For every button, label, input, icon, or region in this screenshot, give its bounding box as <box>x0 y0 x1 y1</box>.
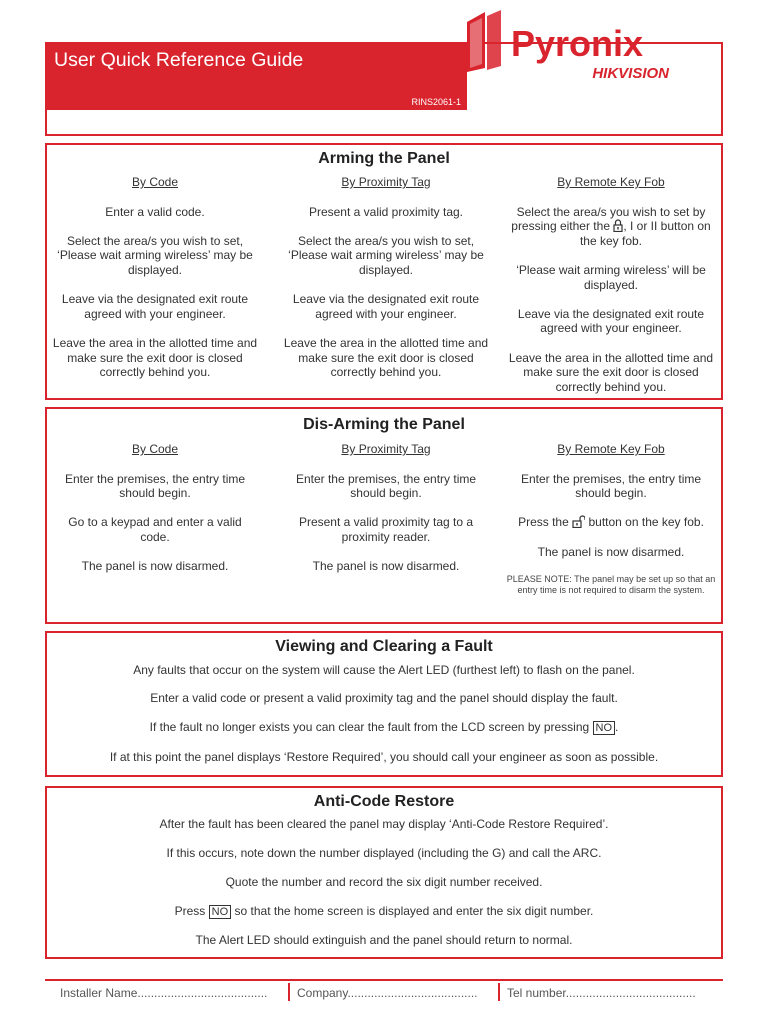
disarming-by-code-heading: By Code <box>131 442 179 456</box>
fault-line-3-end: . <box>615 720 619 734</box>
disarming-by-fob-heading: By Remote Key Fob <box>557 442 665 456</box>
arming-title: Arming the Panel <box>318 150 450 167</box>
fault-line-1: Any faults that occur on the system will cause the Alert LED (furthest left) to flash on the panel. <box>133 663 635 677</box>
arming-code-step-4: Leave the area in the allotted time and make sure the exit door is closed correctly behind you. <box>52 335 258 380</box>
footer-separator <box>288 983 290 1001</box>
anticode-section <box>45 786 723 959</box>
disarming-fob-step-3: The panel is now disarmed. <box>537 544 685 559</box>
disarming-code-step-2: Go to a keypad and enter a valid code. <box>68 515 242 544</box>
document-code: RINS2061-1 <box>411 97 461 107</box>
fault-line-4: If at this point the panel displays ‘Restore Required’, you should call your engineer as soon as possible. <box>109 750 659 764</box>
fault-line-3 <box>47 720 721 735</box>
disarming-by-code <box>52 442 258 588</box>
arming-prox-step-2: Select the area/s you wish to set, ‘Please wait arming wireless’ may be displayed. <box>288 233 484 277</box>
disarming-fob-step-2 <box>506 515 716 530</box>
arming-fob-step-1 <box>506 205 716 249</box>
disarming-fob-step-2-text-end: button on the key fob. <box>588 515 704 530</box>
arming-code-step-2: Select the area/s you wish to set, ‘Please wait arming wireless’ may be displayed. <box>57 233 253 277</box>
arming-by-code-heading: By Code <box>131 175 179 189</box>
disarming-code-step-3: The panel is now disarmed. <box>81 559 229 574</box>
disarming-by-prox-heading: By Proximity Tag <box>341 442 431 456</box>
arming-prox-step-3: Leave via the designated exit route agreed with your engineer. <box>292 292 480 321</box>
disarming-by-prox <box>281 442 491 588</box>
disarming-code-step-1: Enter the premises, the entry time should begin. <box>64 471 246 501</box>
fault-line-3-text: If the fault no longer exists you can clear the fault from the LCD screen by pressing <box>149 720 590 734</box>
disarming-by-fob <box>506 442 716 596</box>
anticode-line-4-text: Press <box>174 904 206 918</box>
arming-fob-step-1-text: Select the area/s you wish to set by pressing either the <box>511 204 706 234</box>
arming-prox-step-1: Present a valid proximity tag. <box>308 204 464 219</box>
disarming-prox-step-2: Present a valid proximity tag to a proximity reader. <box>298 515 474 544</box>
fault-title: Viewing and Clearing a Fault <box>275 638 493 655</box>
arming-prox-step-4: Leave the area in the allotted time and make sure the exit door is closed correctly behind you. <box>283 335 489 380</box>
arming-fob-step-3: Leave via the designated exit route agreed with your engineer. <box>517 306 705 336</box>
arming-section <box>45 143 723 400</box>
arming-fob-step-1-text-end: , I or II button on the key fob. <box>579 219 711 248</box>
disarming-section <box>45 407 723 624</box>
arming-fob-step-4: Leave the area in the allotted time and make sure the exit door is closed correctly behind you. <box>508 350 714 394</box>
logo-brand-text: Pyronix <box>511 23 644 64</box>
tel-number-field[interactable]: Tel number....................................... <box>507 986 696 1000</box>
anticode-line-4 <box>47 904 721 919</box>
arming-by-prox <box>281 175 491 394</box>
anticode-line-2: If this occurs, note down the number displayed (including the G) and call the ARC. <box>166 846 602 860</box>
header-band <box>47 44 467 110</box>
arming-by-fob-heading: By Remote Key Fob <box>557 175 665 189</box>
logo-sub-text: HIKVISION <box>592 65 669 82</box>
arming-code-step-1: Enter a valid code. <box>105 204 205 219</box>
fault-line-2: Enter a valid code or present a valid proximity tag and the panel should display the fault. <box>150 691 618 705</box>
disarming-fob-step-2-text: Press the <box>518 515 569 530</box>
disarming-fob-note: PLEASE NOTE: The panel may be set up so that an entry time is not required to disarm the system. <box>506 573 716 595</box>
installer-name-field[interactable]: Installer Name....................................... <box>60 986 268 1000</box>
arming-by-code <box>52 175 258 394</box>
footer-divider <box>45 979 723 981</box>
anticode-line-4-end: so that the home screen is displayed and enter the six digit number. <box>234 904 594 918</box>
arming-fob-step-2: ‘Please wait arming wireless’ will be displayed. <box>516 262 706 292</box>
disarming-fob-step-1: Enter the premises, the entry time should begin. <box>520 471 702 501</box>
page-title: User Quick Reference Guide <box>54 49 304 71</box>
arming-by-fob <box>506 175 716 409</box>
arming-code-step-3: Leave via the designated exit route agreed with your engineer. <box>61 292 249 321</box>
anticode-title: Anti-Code Restore <box>313 793 455 810</box>
disarming-prox-step-3: The panel is now disarmed. <box>312 559 460 574</box>
anticode-line-3: Quote the number and record the six digit number received. <box>225 875 543 889</box>
footer-separator <box>498 983 500 1001</box>
disarming-prox-step-1: Enter the premises, the entry time should begin. <box>295 471 477 501</box>
no-key-label: NO <box>209 905 232 919</box>
fault-section <box>45 631 723 777</box>
anticode-line-5: The Alert LED should extinguish and the panel should return to normal. <box>195 933 573 947</box>
lock-open-icon <box>572 515 585 528</box>
company-field[interactable]: Company....................................... <box>297 986 478 1000</box>
anticode-line-1: After the fault has been cleared the panel may display ‘Anti-Code Restore Required’. <box>159 817 609 831</box>
no-key-label: NO <box>593 721 616 735</box>
arming-by-prox-heading: By Proximity Tag <box>341 175 431 189</box>
disarming-title: Dis-Arming the Panel <box>303 416 465 433</box>
pyronix-logo <box>463 10 673 84</box>
lock-closed-icon <box>613 219 623 232</box>
